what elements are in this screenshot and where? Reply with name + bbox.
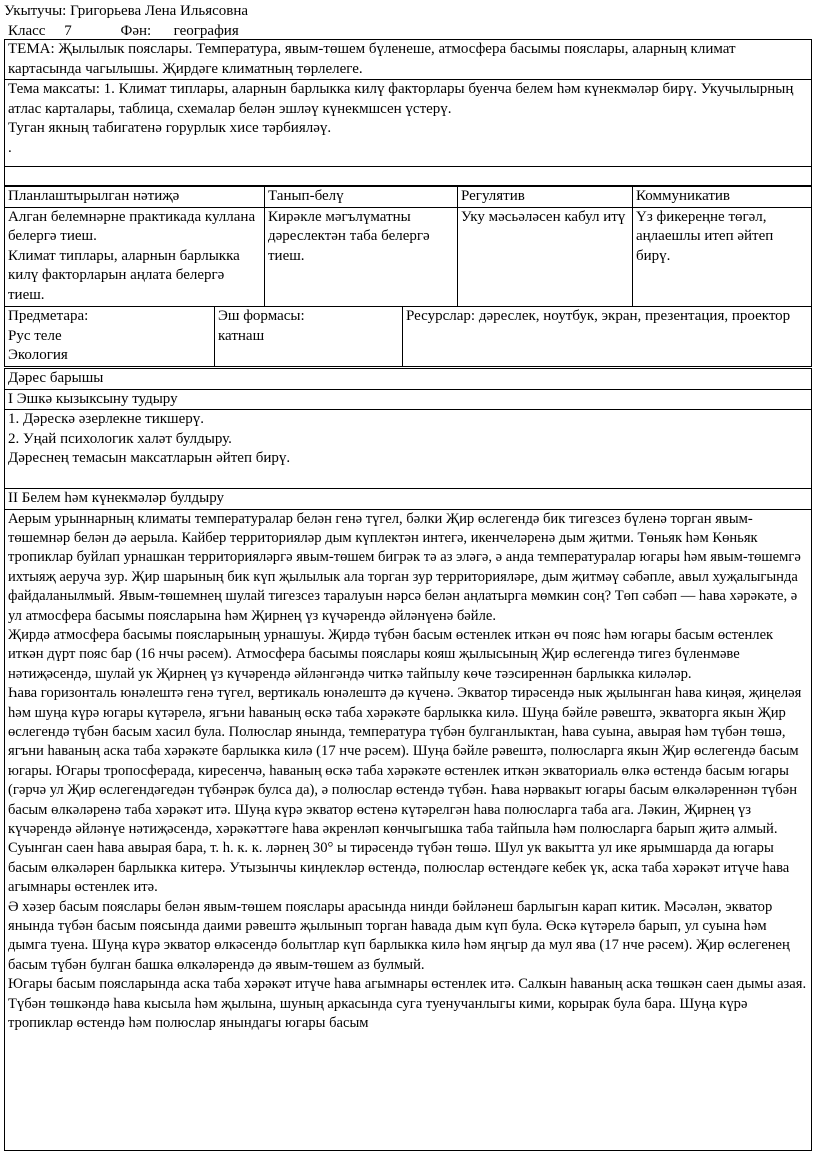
- stage-1-item: 2. Уңай психологик халәт булдыру.: [8, 430, 232, 447]
- goals-line-2: Туган якның табигатенә горурлык хисе тәрбияләү.: [8, 120, 332, 136]
- lesson-title: Дәрес барышы: [5, 369, 812, 390]
- cell-resources: Ресурслар: дәреслек, ноутбук, экран, презентация, проектор: [403, 307, 812, 367]
- stage-1-item: 1. Дәрескә әзерлекне тикшерү.: [8, 411, 205, 427]
- body-paragraph: Югары басым поясларында аска таба хәрәкәт итүче һава агымнары өстенлек итә. Салкын һаваның аска төшкән саен дымы азая. Түбән төшкәндә һава кысыла һәм җылына, шуның аркасында суга туенучанлыгы кими, корырак була бара. Шуңа күрә тропиклар өстендә һәм полюслар янындагы югары басым: [8, 976, 807, 1032]
- header-planned-result: Планлаштырылган нәтиҗә: [5, 187, 265, 208]
- lesson-table: [4, 368, 812, 1151]
- stage-2-title: II Белем һәм күнекмәләр булдыру: [5, 489, 812, 510]
- header-cognitive: Танып-белү: [265, 187, 458, 208]
- stage-1-items: [5, 410, 812, 489]
- body-paragraph: Ә хәзер басым пояслары белән явым-төшем пояслары арасында нинди бәйләнеш барлыгын карап китик. Мәсәлән, экватор янында түбән басым поясында даими рәвештә җылынып торган һавада дым күп була. Өскә күтәрелә барып, ул суына һәм дымга туена. Шуңа күрә экватор өлкәсендә болытлар күп барлыкка килә һәм яңгыр да мул ява (17 нче рәсем). Җир өслегенең басым түбән булган башка өлкәләрендә дә явым-төшем аз булмый.: [8, 898, 790, 973]
- stage-1-title: I Эшкә кызыксыну тудыру: [5, 389, 812, 410]
- cell-cognitive: Кирәкле мәгълүматны дәреслектән таба белергә тиеш.: [265, 207, 458, 306]
- topic-label: ТЕМА:: [8, 41, 55, 57]
- teacher-name: Укытучы: Григорьева Лена Ильясовна: [4, 3, 249, 19]
- stage-2-body: [5, 509, 812, 1150]
- cell-planned-result: Алган белемнәрне практикада кулланa белергә тиеш. Климат типлары, аларнын барлыкка килү факторларын аңлата белергә тиеш.: [5, 207, 265, 306]
- cell-work-forms: Эш формасы: катнаш: [215, 307, 403, 367]
- body-paragraph: Җирдә атмосфера басымы поясларының урнашуы. Җирдә түбән басым өстенлек иткән өч пояс һәм югары басым өстенлек иткән дүрт пояс бар (16 нчы рәсем). Атмосфера басымы пояслары кояш җылысының Җир өслегендә тигез бүленмәве нәтиҗәсендә, шулай ук Җирнең үз күчәрендә әйләнгәндә читкә тайпылу көче тәэсиреннән барлыкка киләләр.: [8, 626, 774, 682]
- cell-regulative: Уку мәсьәләсен кабул итү: [458, 207, 633, 306]
- document-header: [4, 2, 248, 41]
- cell-communicative: Үз фикереңне төгәл, аңлаешлы итеп әйтеп бирү.: [633, 207, 812, 306]
- goals-line-3: .: [8, 139, 12, 156]
- body-paragraph: Аерым урыннарның климаты температуралар белән генә түгел, бәлки Җир өслегендә бик тигезсез бүленә торган явым-төшемнәр белән дә аерыла. Кайбер территорияләр дым күплектән интегә, икенчеләренә дым җитми. Төньяк һәм Көньяк тропиклар буйлап урнашкан территорияләргә явым-төшем бигрәк тә аз эләгә, ә анда температуралар югары һәм явым-төшемгә ихтыяҗ аеруча зур. Җир шарының бик күп җылылык ала торган зур территорияләре, дым җитмәү сәбәпле, авыл хуҗалыгында файдаланылмый. Явым-төшемнең шулай тигезсез таралуын нәрсә белән аңлатырга мөмкин соң? Төп сәбәп — һава хәрәкәте, ә ул атмосфера басымы поясларына һәм Җирнең үз күчәрендә әйләнүенә бәйле.: [8, 510, 801, 624]
- goals-line-1: Тема максаты: 1. Климат типлары, аларнын барлыкка килү факторлары буенча белем һәм күнекмәләр бирү. Укучылырның атлас карталары, таблица, схемалар белән эшләү күнекмшсен үстерү.: [8, 81, 794, 117]
- topic-text: Җылылык пояслары. Температура, явым-төшем бүленеше, атмосфера басымы пояслары, аларның климат картасында чагылышы. Җирдәге климатның төрлелеге.: [8, 41, 736, 77]
- results-table: [4, 186, 812, 307]
- header-regulative: Регулятив: [458, 187, 633, 208]
- body-paragraph: Һава горизонталь юнәлештә генә түгел, вертикаль юнәлештә дә күченә. Экватор тирәсендә нык җылынган һава киңәя, җиңеләя һәм шуңа күрә югары күтәрелә, ягъни һаваның өскә таба хәрәкәте барлыкка килә. Шуңа бәйле рәвештә, экваторга якын Җир өслегендә түбән басым хасил була. Полюслар янында, температура түбән булганлыктан, һава суына, авырая һәм түбән төшә, ягъни һаваның аска таба хәрәкәте барлыкка килә (17 нче рәсем). Шуңа бәйле рәвештә, полюсларга якын Җир өслегендә басым югары. Югары тропосферада, киресенчә, һаваның өскә таба хәрәкәте өстенлек иткән экваториаль өлкә өстендә басым югары (гәрчә ул Җир өслегендәгедән түбәнрәк булса да), ә полюслар өстендә түбән. Һава нәрвакыт югары басым өлкәләреннән түбән басым өлкәләренә таба хәрәкәт итә. Шуңа күрә экватор өстенә күтәрелгән һава полюсларга таба ага. Ләкин, Җирнең үз күчәрендә әйләнүе нәтиҗәсендә, хәрәкәттәге һава әкренләп көнчыгышка таба тайпыла һәм полюсларга барып җитә алмый. Суынган саен һава авырая бара, т. һ. к. к. ләрнең 30° ы тирәсендә түбән төшә. Шул ук вакытта ул ике ярымшарда да югары басым өлкәләрен барлыкка китерә. Утызынчы киңлекләр өстендә, полюслар өстендәге кебек үк, аска таба хәрәкәт итүче һава агымнары өстенлек итә.: [8, 685, 802, 896]
- class-subject-line: Класс 7 Фән: география: [8, 22, 239, 39]
- cell-subjects: Предметара: Рус теле Экология: [5, 307, 215, 367]
- topic-table: [4, 39, 812, 186]
- header-communicative: Коммуникатив: [633, 187, 812, 208]
- topic-cell: [5, 40, 812, 80]
- goals-cell: [5, 80, 812, 167]
- stage-1-item: Дәреснең темасын максатларын әйтеп бирү.: [8, 450, 291, 466]
- resources-table: [4, 306, 812, 367]
- empty-row: [5, 167, 812, 186]
